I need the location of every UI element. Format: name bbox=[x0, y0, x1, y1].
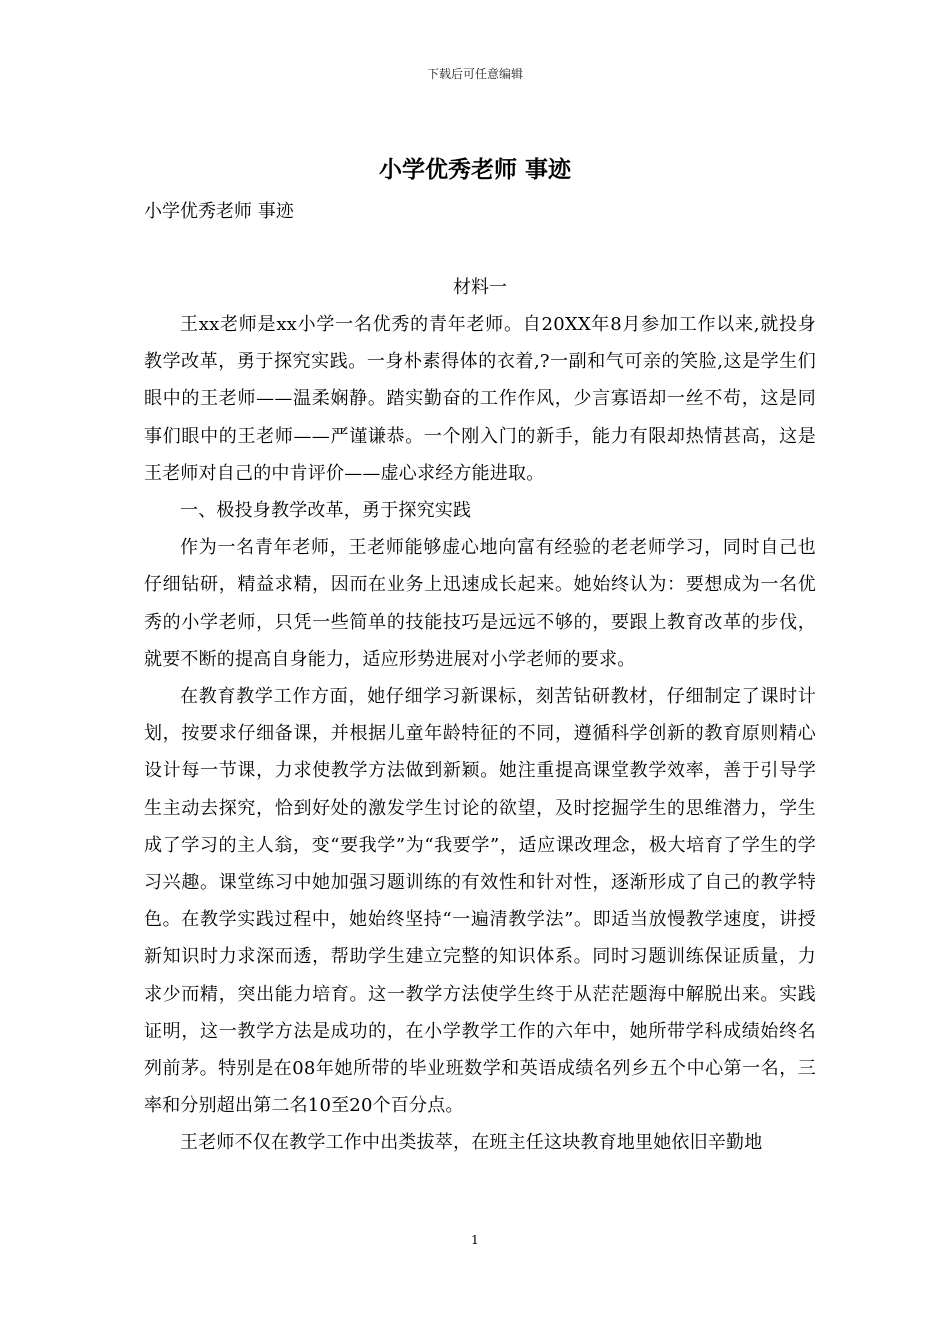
paragraph-growth: 作为一名青年老师，王老师能够虚心地向富有经验的老老师学习，同时自己也仔细钻研，精益求精，因而在业务上迅速成长起来。她始终认为：要想成为一名优秀的小学老师，只凭一些简单的技能技巧是远远不够的，要跟上教育改革的步伐，就要不断的提高自身能力，适应形势进展对小学老师的要求。 bbox=[144, 537, 816, 670]
paragraph-intro: 王xx老师是xx小学一名优秀的青年老师。自20XX年8月参加工作以来,就投身教学改革，勇于探究实践。一身朴素得体的衣着,?一副和气可亲的笑脸,这是学生们眼中的王老师——温柔娴静。踏实勤奋的工作作风，少言寡语却一丝不苟，这是同事们眼中的王老师——严谨谦恭。一个刚入门的新手，能力有限却热情甚高，这是王老师对自己的中肯评价——虚心求经方能进取。 bbox=[144, 314, 816, 484]
document-body bbox=[144, 270, 816, 1162]
section-heading-1: 一、极投身教学改革，勇于探究实践 bbox=[180, 500, 472, 522]
paragraph-teaching: 在教育教学工作方面，她仔细学习新课标，刻苦钻研教材，仔细制定了课时计划，按要求仔细备课，并根据儿童年龄特征的不同，遵循科学创新的教育原则精心设计每一节课，力求使教学方法做到新颖。她注重提高课堂教学效率，善于引导学生主动去探究，恰到好处的激发学生讨论的欲望，及时挖掘学生的思维潜力，学生成了学习的主人翁，变“要我学”为“我要学”，适应课改理念，极大培育了学生的学习兴趣。课堂练习中她加强习题训练的有效性和针对性，逐渐形成了自己的教学特色。在教学实践过程中，她始终坚持“一遍清教学法”。即适当放慢教学速度，讲授新知识时力求深而透，帮助学生建立完整的知识体系。同时习题训练保证质量，力求少而精，突出能力培育。这一教学方法使学生终于从茫茫题海中解脱出来。实践证明，这一教学方法是成功的，在小学教学工作的六年中，她所带学科成绩始终名列前茅。特别是在08年她所带的毕业班数学和英语成绩名列乡五个中心第一名，三率和分别超出第二名10至20个百分点。 bbox=[144, 686, 816, 1117]
document-subtitle: 小学优秀老师 事迹 bbox=[144, 201, 294, 222]
header-note: 下载后可任意编辑 bbox=[426, 67, 523, 81]
paragraph-head-teacher: 王老师不仅在教学工作中出类拔萃，在班主任这块教育地里她依旧辛勤地 bbox=[180, 1132, 763, 1154]
material-heading: 材料一 bbox=[453, 277, 507, 298]
page-number: 1 bbox=[471, 1233, 479, 1247]
document-title: 小学优秀老师 事迹 bbox=[378, 157, 571, 183]
